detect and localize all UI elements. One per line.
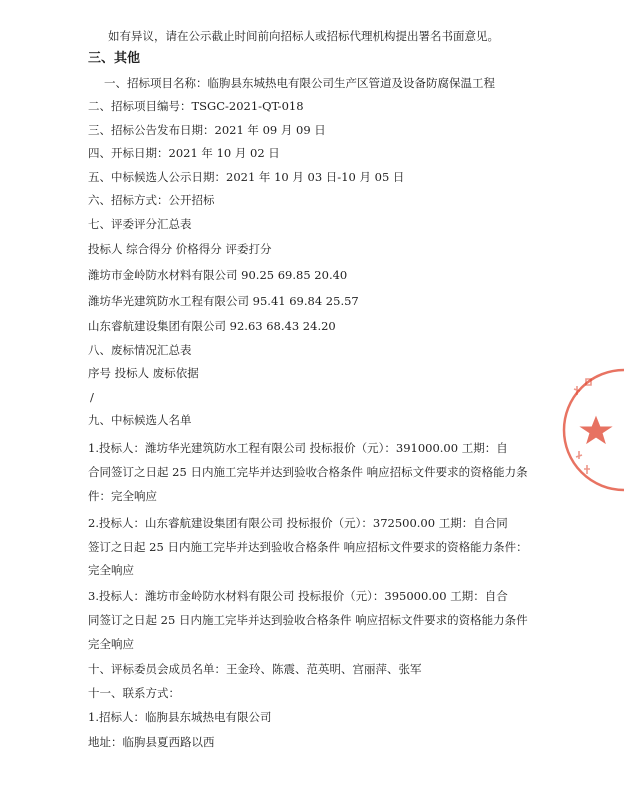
- candidate-line: 1.投标人：潍坊华光建筑防水工程有限公司 投标报价（元）：391000.00 工期：自: [88, 441, 508, 455]
- company-seal-stamp: [562, 365, 626, 505]
- candidate-line: 签订之日起 25 日内施工完毕并达到验收合格条件 响应招标文件要求的资格能力条件：: [88, 540, 528, 554]
- publicity-period: 五、中标候选人公示日期：2021 年 10 月 03 日-10 月 05 日: [88, 170, 405, 184]
- score-summary-title: 七、评委评分汇总表: [88, 217, 192, 231]
- seal-star-icon: [581, 417, 611, 443]
- rejected-header: 序号 投标人 废标依据: [88, 366, 199, 380]
- candidate-line: 件：完全响应: [88, 489, 157, 503]
- tenderer: 1.招标人：临朐县东城热电有限公司: [88, 710, 272, 724]
- candidate-line: 2.投标人：山东睿航建设集团有限公司 投标报价（元）：372500.00 工期：自合同: [88, 516, 508, 530]
- score-table-row: 山东睿航建设集团有限公司 92.63 68.43 24.20: [88, 319, 336, 333]
- rejected-none: /: [90, 390, 94, 404]
- candidate-line: 同签订之日起 25 日内施工完毕并达到验收合格条件 响应招标文件要求的资格能力条件: [88, 613, 528, 627]
- project-number: 二、招标项目编号：TSGC-2021-QT-018: [88, 99, 304, 113]
- candidate-line: 完全响应: [88, 637, 134, 651]
- objection-note: 如有异议，请在公示截止时间前向招标人或招标代理机构提出署名书面意见。: [108, 29, 499, 43]
- candidates-title: 九、中标候选人名单: [88, 413, 192, 427]
- announce-date: 三、招标公告发布日期：2021 年 09 月 09 日: [88, 123, 326, 137]
- bid-method: 六、招标方式：公开招标: [88, 193, 215, 207]
- bid-open-date: 四、开标日期：2021 年 10 月 02 日: [88, 146, 280, 160]
- score-table-header: 投标人 综合得分 价格得分 评委打分: [88, 242, 272, 256]
- rejected-title: 八、废标情况汇总表: [88, 343, 192, 357]
- committee-members: 十、评标委员会成员名单：王金玲、陈震、范英明、宫丽萍、张军: [88, 662, 422, 676]
- score-table-row: 潍坊华光建筑防水工程有限公司 95.41 69.84 25.57: [88, 294, 359, 308]
- candidate-line: 合同签订之日起 25 日内施工完毕并达到验收合格条件 响应招标文件要求的资格能力条: [88, 465, 528, 479]
- score-table-row: 潍坊市金岭防水材料有限公司 90.25 69.85 20.40: [88, 268, 348, 282]
- candidate-line: 3.投标人：潍坊市金岭防水材料有限公司 投标报价（元）：395000.00 工期：自合: [88, 589, 508, 603]
- project-name: 一、招标项目名称：临朐县东城热电有限公司生产区管道及设备防腐保温工程: [104, 76, 495, 90]
- contact-title: 十一、联系方式：: [88, 686, 180, 700]
- candidate-line: 完全响应: [88, 563, 134, 577]
- address: 地址：临朐县夏西路以西: [88, 735, 215, 749]
- section-heading: 三、其他: [88, 51, 141, 66]
